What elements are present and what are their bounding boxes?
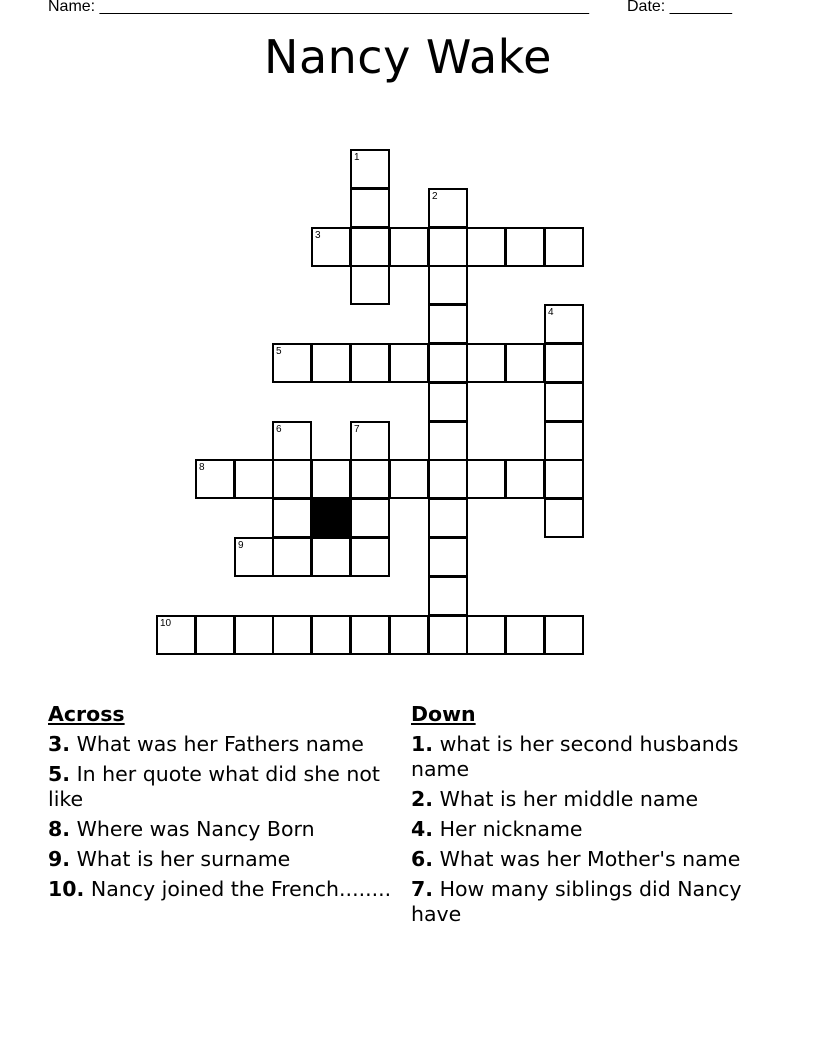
grid-cell[interactable] (350, 227, 390, 267)
cell-number: 9 (238, 540, 244, 551)
black-square (311, 498, 351, 538)
grid-cell[interactable] (544, 304, 584, 344)
grid-cell[interactable] (544, 421, 584, 461)
grid-cell[interactable] (350, 615, 390, 655)
clue-number: 8. (48, 817, 71, 841)
across-clue (48, 877, 393, 902)
cell-number: 5 (276, 346, 282, 357)
grid-cell[interactable] (311, 459, 351, 499)
grid-cell[interactable] (350, 343, 390, 383)
grid-cell[interactable] (195, 459, 235, 499)
grid-cell[interactable] (544, 498, 584, 538)
grid-cell[interactable] (428, 343, 468, 383)
clue-number: 4. (411, 817, 434, 841)
clue-text: What was her Fathers name (76, 732, 364, 756)
clue-number: 2. (411, 787, 434, 811)
clue-text: What was her Mother's name (439, 847, 741, 871)
grid-cell[interactable] (466, 615, 506, 655)
puzzle-title: Nancy Wake (264, 30, 552, 84)
cell-number: 3 (315, 230, 321, 241)
down-clues (411, 702, 756, 932)
clue-number: 3. (48, 732, 71, 756)
grid-cell[interactable] (428, 615, 468, 655)
grid-cell[interactable] (272, 615, 312, 655)
across-clues (48, 702, 393, 907)
grid-cell[interactable] (505, 227, 545, 267)
name-field: Name: _______________________________________________________ (48, 0, 589, 15)
date-field: Date: _______ (627, 0, 732, 15)
clue-text: what is her second husbands name (411, 732, 739, 781)
clue-number: 9. (48, 847, 71, 871)
grid-cell[interactable] (428, 304, 468, 344)
down-clue (411, 847, 756, 872)
grid-cell[interactable] (389, 459, 429, 499)
grid-cell[interactable] (311, 227, 351, 267)
clue-number: 7. (411, 877, 434, 901)
grid-cell[interactable] (505, 343, 545, 383)
clue-number: 10. (48, 877, 85, 901)
grid-cell[interactable] (466, 459, 506, 499)
grid-cell[interactable] (505, 615, 545, 655)
grid-cell[interactable] (311, 615, 351, 655)
clue-text: Nancy joined the French........ (90, 877, 392, 901)
grid-cell[interactable] (234, 537, 274, 577)
grid-cell[interactable] (350, 421, 390, 461)
clue-text: How many siblings did Nancy have (411, 877, 742, 926)
clue-number: 1. (411, 732, 434, 756)
clue-number: 5. (48, 762, 71, 786)
grid-cell[interactable] (544, 227, 584, 267)
across-clue (48, 847, 393, 872)
grid-cell[interactable] (544, 459, 584, 499)
grid-cell[interactable] (389, 615, 429, 655)
clue-text: What is her surname (76, 847, 291, 871)
grid-cell[interactable] (428, 421, 468, 461)
across-clue (48, 732, 393, 757)
clue-number: 6. (411, 847, 434, 871)
grid-cell[interactable] (428, 265, 468, 305)
grid-cell[interactable] (428, 576, 468, 616)
cell-number: 6 (276, 424, 282, 435)
cell-number: 4 (548, 307, 554, 318)
grid-cell[interactable] (350, 265, 390, 305)
grid-cell[interactable] (428, 382, 468, 422)
grid-cell[interactable] (544, 343, 584, 383)
across-heading: Across (48, 702, 125, 726)
clue-text: In her quote what did she not like (48, 762, 380, 811)
cell-number: 2 (432, 191, 438, 202)
down-clue (411, 732, 756, 782)
grid-cell[interactable] (195, 615, 235, 655)
clue-text: What is her middle name (439, 787, 699, 811)
across-clue (48, 817, 393, 842)
clue-text: Her nickname (439, 817, 583, 841)
grid-cell[interactable] (272, 343, 312, 383)
grid-cell[interactable] (428, 498, 468, 538)
grid-cell[interactable] (311, 537, 351, 577)
grid-cell[interactable] (234, 615, 274, 655)
grid-cell[interactable] (466, 227, 506, 267)
cell-number: 7 (354, 424, 360, 435)
grid-cell[interactable] (272, 421, 312, 461)
grid-cell[interactable] (544, 382, 584, 422)
grid-cell[interactable] (350, 537, 390, 577)
grid-cell[interactable] (428, 537, 468, 577)
grid-cell[interactable] (505, 459, 545, 499)
grid-cell[interactable] (389, 227, 429, 267)
grid-cell[interactable] (272, 498, 312, 538)
grid-cell[interactable] (350, 149, 390, 189)
grid-cell[interactable] (234, 459, 274, 499)
grid-cell[interactable] (272, 459, 312, 499)
grid-cell[interactable] (156, 615, 196, 655)
down-heading: Down (411, 702, 476, 726)
cell-number: 1 (354, 152, 360, 163)
down-clue (411, 817, 756, 842)
clue-text: Where was Nancy Born (76, 817, 315, 841)
cell-number: 10 (160, 618, 172, 629)
grid-cell[interactable] (311, 343, 351, 383)
grid-cell[interactable] (428, 188, 468, 228)
grid-cell[interactable] (428, 459, 468, 499)
cell-number: 8 (199, 462, 205, 473)
grid-cell[interactable] (350, 498, 390, 538)
grid-cell[interactable] (272, 537, 312, 577)
down-clue (411, 877, 756, 927)
grid-cell[interactable] (389, 343, 429, 383)
grid-cell[interactable] (544, 615, 584, 655)
down-clue (411, 787, 756, 812)
grid-cell[interactable] (428, 227, 468, 267)
across-clue (48, 762, 393, 812)
grid-cell[interactable] (466, 343, 506, 383)
grid-cell[interactable] (350, 188, 390, 228)
grid-cell[interactable] (350, 459, 390, 499)
